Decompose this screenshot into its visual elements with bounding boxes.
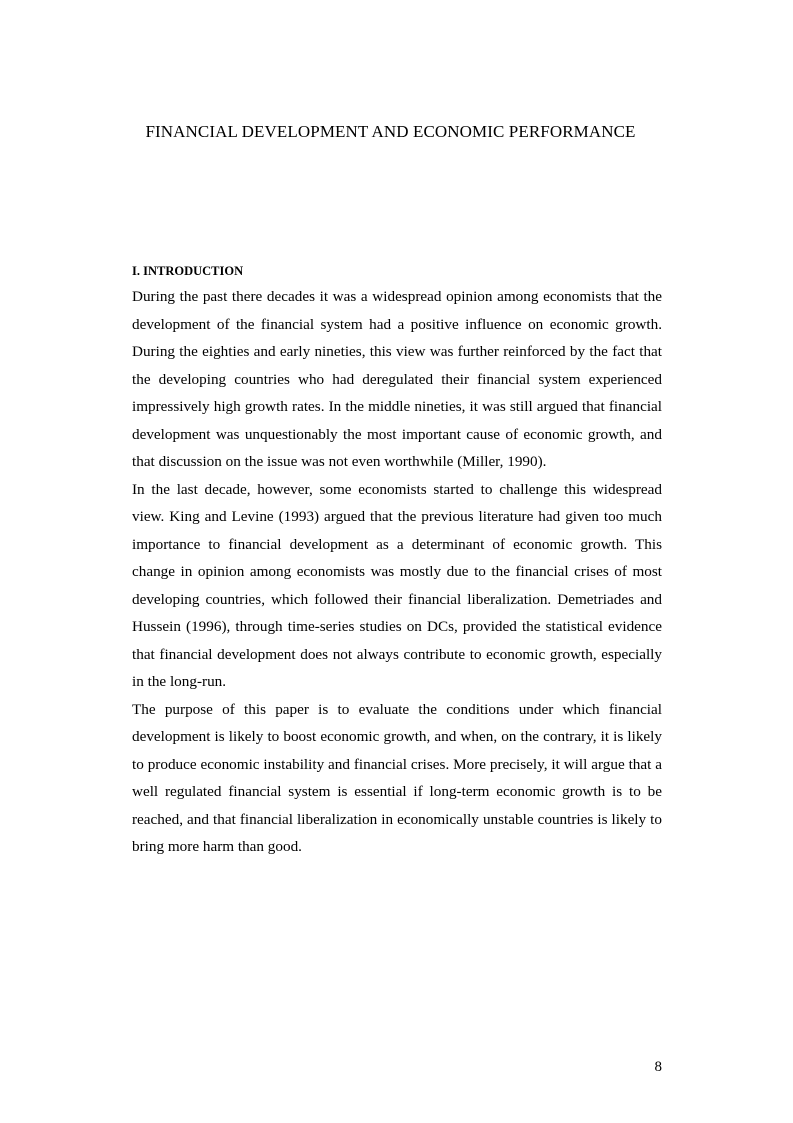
paragraph-3: The purpose of this paper is to evaluate the conditions under which financial development is likely to boost economic growth, and when, on the contrary, it is likely to produce economic instability and financial crises. More precisely, it will argue that a well regulated financial system is essential if long-term economic growth is to be reached, and that financial liberalization in economically unstable countries is likely to bring more harm than good.: [132, 700, 662, 855]
paragraph-2: In the last decade, however, some economists started to challenge this widespread view. King and Levine (1993) argued that the previous literature had given too much importance to financial development as a determinant of economic growth. This change in opinion among economists was mostly due to the financial crises of most developing countries, which followed their financial liberalization. Demetriades and Hussein (1996), through time-series studies on DCs, provided the statistical evidence that financial development does not always contribute to economic growth, especially in the long-run.: [132, 480, 662, 690]
section-heading-introduction: I. INTRODUCTION: [132, 264, 244, 278]
document-title: FINANCIAL DEVELOPMENT AND ECONOMIC PERFORMANCE: [145, 122, 636, 141]
body-text: [132, 283, 662, 861]
page-number: 8: [654, 1059, 662, 1075]
paragraph-1: During the past there decades it was a widespread opinion among economists that the development of the financial system had a positive influence on economic growth. During the eighties and early nineties, this view was further reinforced by the fact that the developing countries who had deregulated their financial system experienced impressively high growth rates. In the middle nineties, it was still argued that financial development was unquestionably the most important cause of economic growth, and that discussion on the issue was not even worthwhile (Miller, 1990).: [132, 288, 662, 470]
